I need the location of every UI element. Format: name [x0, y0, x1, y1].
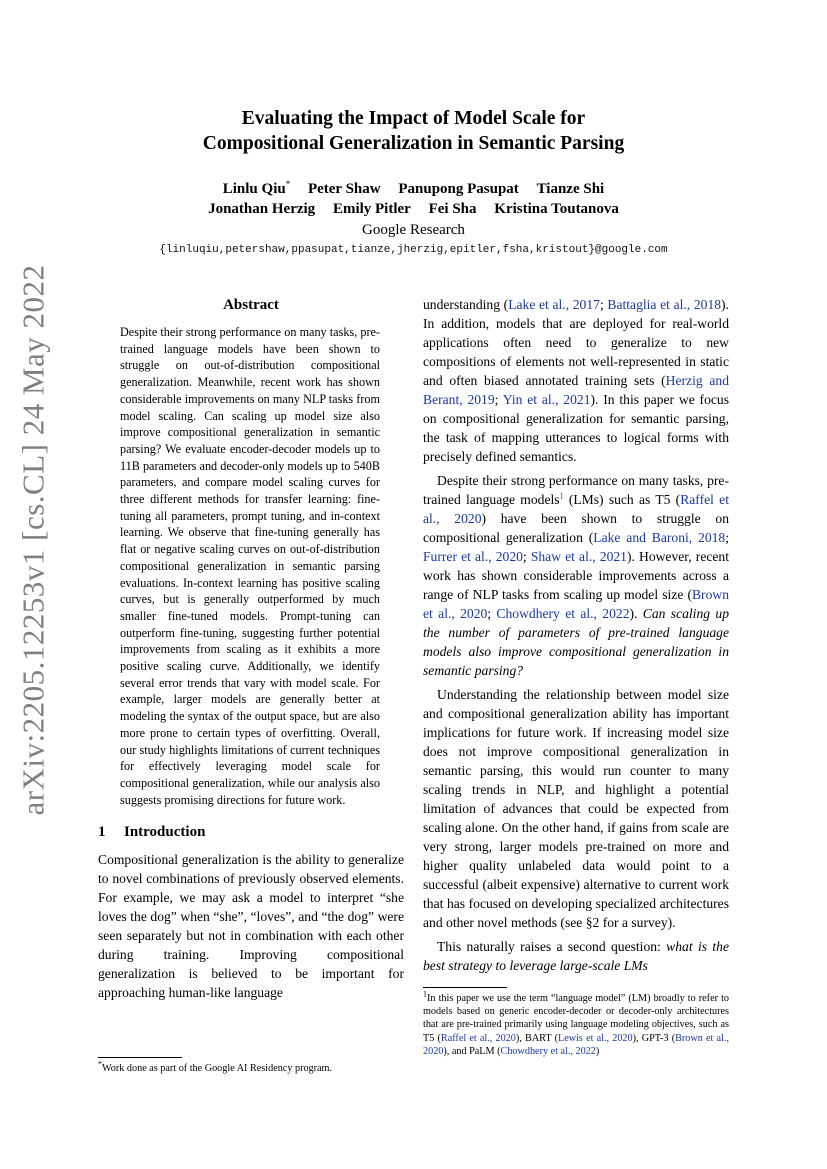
left-column — [98, 295, 404, 1002]
author-name: Emily Pitler — [332, 201, 411, 217]
footnote-residency: *Work done as part of the Google AI Residency program. — [98, 1059, 333, 1074]
author-emails: {linluqiu,petershaw,ppasupat,tianze,jherzig,epitler,fsha,kristout}@google.com — [159, 244, 668, 256]
author-name: Kristina Toutanova — [494, 201, 619, 217]
citation-link[interactable]: Brown et al., 2020 — [423, 587, 729, 621]
footnote-ref-link[interactable]: 1 — [559, 491, 564, 501]
citation-link[interactable]: Lake et al., 2017 — [508, 297, 600, 312]
footnote-language-model: $^1$In this paper we use the term “language model” (LM) broadly to refer to models based on generic encoder-decoder or decoder-only architectures that are pre-trained primarily using language modeling objectives, such as T5 (Raffel et al., 2020), BART (Lewis et al., 2020), GPT-3 (Brown et al., 2020), and PaLM (Chowdhery et al., 2022) — [423, 989, 730, 1057]
author-footnote-mark: * — [285, 179, 291, 189]
intro-paragraph-2: Despite their strong performance on many tasks, pre-trained language models$^1$ (LMs) such as T5 (Raffel et al., 2020) have been shown to struggle on compositional generalization (Lake and Baroni, 2018; Furrer et al., 2020; Shaw et al., 2021). However, recent work has shown considerable improvements across a range of NLP tasks from scaling up model size (Brown et al., 2020; Chowdhery et al., 2022). Can scaling up the number of parameters of pre-trained language models also improve compositional generalization in semantic parsing? — [423, 473, 729, 678]
citation-link[interactable]: Chowdhery et al., 2022 — [500, 1045, 596, 1057]
author-list — [100, 174, 727, 219]
intro-paragraph-continued: understanding (Lake et al., 2017; Battaglia et al., 2018). In addition, models that are deployed for real-world applications often need to generalize to new compositions of elements not well-represented in static and often biased annotated training sets (Herzig and Berant, 2019; Yin et al., 2021). In this paper we focus on compositional generalization for semantic parsing, the task of mapping utterances to logical forms with precisely defined semantics. — [423, 297, 730, 464]
left-footnote-area — [98, 1045, 404, 1075]
citation-link[interactable]: Battaglia et al., 2018 — [607, 297, 722, 312]
citation-link[interactable]: Herzig and Berant, 2019 — [423, 373, 730, 407]
citation-link[interactable]: Brown et al., 2020 — [423, 1032, 730, 1057]
author-name: Jonathan Herzig — [208, 201, 316, 217]
section-number: 1 — [98, 824, 106, 841]
section-heading-introduction — [98, 822, 404, 842]
footnote-divider — [98, 1057, 182, 1058]
arxiv-stamp-text: arXiv:2205.12253v1 [cs.CL] 24 May 2022 — [16, 264, 52, 816]
author-name: Panupong Pasupat — [398, 181, 519, 197]
footnote-mark: 1 — [423, 989, 427, 999]
citation-link[interactable]: Raffel et al., 2020 — [440, 1032, 516, 1044]
affiliation: Google Research — [362, 222, 465, 238]
intro-paragraph-4: This naturally raises a second question: what is the best strategy to leverage large-scale LMs — [423, 939, 729, 973]
footnote-divider — [423, 987, 507, 988]
citation-link[interactable]: Furrer et al., 2020 — [423, 549, 523, 564]
citation-link[interactable]: Shaw et al., 2021 — [530, 549, 627, 564]
abstract-heading: Abstract — [223, 297, 279, 313]
abstract-text: Despite their strong performance on many tasks, pre-trained language models have been shown to struggle on out-of-distribution compositional generalization. Meanwhile, recent work has shown considerable improvements on many NLP tasks from model scaling. Can scaling up model size also improve compositional generalization in semantic parsing? We evaluate encoder-decoder models up to 11B parameters and decoder-only models up to 540B parameters, and compare model scaling curves for three different methods for transfer learning: fine-tuning all parameters, prompt tuning, and in-context learning. We observe that fine-tuning generally has flat or negative scaling curves on out-of-distribution compositional generalization in semantic parsing evaluations. In-context learning has positive scaling curves, but is generally outperformed by much smaller fine-tuned models. Prompt-tuning can outperform fine-tuning, suggesting further potential improvements from scaling as it exhibits a more positive scaling curve. Additionally, we identify several error trends that vary with model scale. For example, larger models are generally better at modeling the syntax of the output space, but are also more prone to certain types of overfitting. Overall, our study highlights limitations of current techniques for effectively leveraging model scale for compositional generalization, while our analysis also suggests promising directions for future work. — [120, 325, 380, 807]
citation-link[interactable]: Raffel et al., 2020 — [423, 492, 729, 526]
author-name: Peter Shaw — [307, 181, 381, 197]
authors-row-1 — [100, 174, 727, 199]
research-question: Can scaling up the number of parameters of pre-trained language models also improve compositional generalization in semantic parsing? — [423, 606, 729, 678]
citation-link[interactable]: Yin et al., 2021 — [502, 392, 591, 407]
second-question: what is the best strategy to leverage large-scale LMs — [423, 939, 729, 973]
author-name: Fei Sha — [428, 201, 477, 217]
arxiv-identifier-stamp — [4, 180, 64, 900]
citation-link[interactable]: Lewis et al., 2020 — [557, 1032, 633, 1044]
citation-link[interactable]: Lake and Baroni, 2018 — [593, 530, 726, 545]
citation-link[interactable]: Chowdhery et al., 2022 — [496, 606, 630, 621]
authors-row-2 — [100, 199, 727, 219]
right-column — [423, 295, 729, 1058]
intro-paragraph: Compositional generalization is the ability to generalize to novel combinations of previously observed elements. For example, we may ask a model to interpret “she loves the dog” when “she”, “loves”, and “the dog” were seen separately but not in combination with each other during training. Improving compositional generalization is believed to be important for approaching human-like language — [98, 852, 404, 1001]
intro-paragraph-3: Understanding the relationship between model size and compositional generalization ability has important implications for future work. If increasing model size does not improve compositional generalization in semantic parsing, this would run counter to many scaling trends in NLP, and highlight a potential limitation of advances that could be expected from scaling alone. On the other hand, if gains from scale are very strong, larger models pre-trained on more and higher quality unlabeled data would point to a successful (albeit expensive) alternative to current work that has focused on developing specialized architectures and other novel methods (see §2 for a survey). — [423, 687, 729, 930]
title-line-1: Evaluating the Impact of Model Scale for — [241, 108, 586, 129]
paper-title — [100, 106, 727, 156]
author-name: Linlu Qiu* — [222, 179, 291, 197]
title-line-2: Compositional Generalization in Semantic Parsing — [202, 133, 625, 154]
author-name: Tianze Shi — [536, 181, 605, 197]
footnote-mark: * — [98, 1059, 102, 1069]
section-title: Introduction — [124, 824, 206, 841]
